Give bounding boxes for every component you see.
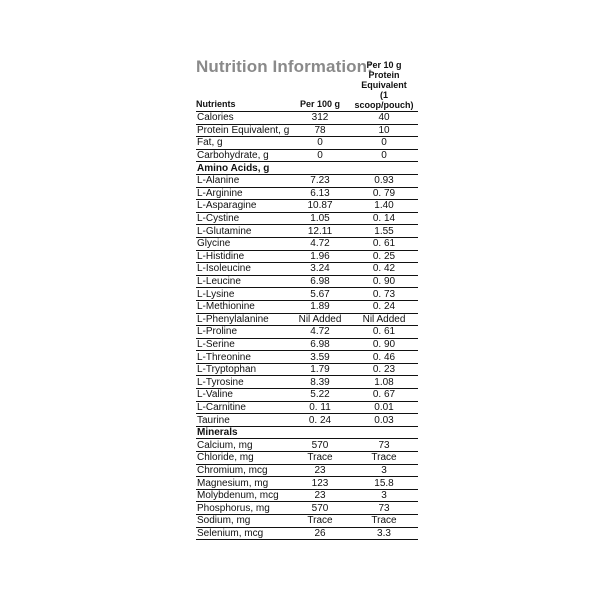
per-100g-cell: 0 [290,149,350,162]
per-10g-cell: 0. 46 [350,351,418,364]
per-100g-cell: 3.24 [290,263,350,276]
per-10g-cell: Nil Added [350,313,418,326]
nutrient-name-cell: Sodium, mg [196,515,290,528]
table-row [196,351,418,364]
per-10g-cell: 3.3 [350,527,418,540]
per-100g-cell: 3.59 [290,351,350,364]
per-100g-cell: 1.05 [290,212,350,225]
nutrient-name-cell: L-Histidine [196,250,290,263]
per-100g-cell: 570 [290,502,350,515]
nutrient-name-cell: Chloride, mg [196,452,290,465]
section-row [196,162,418,175]
table-row [196,237,418,250]
table-row [196,124,418,137]
per-100g-cell: Nil Added [290,313,350,326]
table-row [196,338,418,351]
nutrient-name-cell: Selenium, mcg [196,527,290,540]
per-10g-cell: 3 [350,489,418,502]
per-100g-cell: 1.89 [290,300,350,313]
per-100g-cell: 312 [290,112,350,124]
per-100g-cell: 1.96 [290,250,350,263]
nutrient-name-cell: L-Serine [196,338,290,351]
section-row [196,426,418,439]
per-10g-cell: 0. 79 [350,187,418,200]
nutrient-name-cell: Molybdenum, mcg [196,489,290,502]
nutrient-name-cell: Calories [196,112,290,124]
nutrient-name-cell: Protein Equivalent, g [197,124,290,136]
table-row [196,275,418,288]
per-100g-cell: 23 [290,489,350,502]
table-row [196,464,418,477]
nutrition-table-body [196,112,418,540]
per-100g-cell: 570 [290,439,350,452]
per-10g-cell: 10 [350,124,418,137]
per-10g-cell [350,162,418,175]
page-title: Nutrition Information: [196,57,373,76]
table-row [196,527,418,540]
per-100g-cell: 6.98 [290,275,350,288]
table-row [196,212,418,225]
nutrient-name-cell: Carbohydrate, g [196,149,290,162]
nutrient-name-cell: L-Tyrosine [196,376,290,389]
per-10g-cell: 0. 23 [350,363,418,376]
nutrient-name-cell: L-Glutamine [196,225,290,238]
per-10g-cell: 0. 90 [350,338,418,351]
header-per-10g-line2: Equivalent [361,80,407,90]
per-10g-cell: 0.93 [350,174,418,187]
per-10g-cell: 0. 14 [350,212,418,225]
table-row [196,326,418,339]
per-10g-cell: 15.8 [350,477,418,490]
header-per-10g [350,60,418,111]
nutrient-name-cell: Chromium, mcg [196,464,290,477]
per-100g-cell: 5.22 [290,389,350,402]
header-per-10g-line3: (1 scoop/pouch) [354,90,414,110]
nutrient-name-cell: L-Arginine [196,187,290,200]
nutrient-name-cell: Taurine [196,414,290,427]
table-row [196,225,418,238]
per-100g-cell: 23 [290,464,350,477]
per-10g-cell: 1.55 [350,225,418,238]
per-10g-cell: 0 [350,137,418,150]
per-100g-cell: 0 [290,137,350,150]
per-100g-cell: 12.11 [290,225,350,238]
table-row [196,477,418,490]
per-10g-cell: 0 [350,149,418,162]
per-10g-cell: 73 [350,439,418,452]
per-10g-cell: Trace [350,515,418,528]
per-100g-cell: 5.67 [290,288,350,301]
per-10g-cell [350,426,418,439]
nutrient-name-cell: L-Methionine [196,300,290,313]
per-100g-cell [290,162,350,175]
per-100g-cell: 6.98 [290,338,350,351]
per-10g-cell: 73 [350,502,418,515]
header-per-100g: Per 100 g [299,99,341,109]
per-10g-cell: 0. 90 [350,275,418,288]
nutrient-name-cell: L-Proline [196,326,290,339]
per-100g-cell: 78 [290,124,350,137]
table-row [196,515,418,528]
nutrient-name-cell: Minerals [196,426,290,439]
nutrient-name-cell: Glycine [196,237,290,250]
per-10g-cell: 0. 42 [350,263,418,276]
per-10g-cell: 0.03 [350,414,418,427]
per-10g-cell: 0.01 [350,401,418,414]
table-row [196,300,418,313]
table-row [196,502,418,515]
per-100g-cell: 6.13 [290,187,350,200]
table-row [196,401,418,414]
per-10g-cell: 40 [350,112,418,124]
table-row [196,263,418,276]
table-row [196,313,418,326]
nutrition-panel [196,57,418,540]
per-100g-cell: 0. 11 [290,401,350,414]
nutrient-name-cell: Fat, g [196,137,290,150]
nutrient-name-cell: L-Isoleucine [196,263,290,276]
per-10g-cell: 1.08 [350,376,418,389]
per-10g-cell: 0. 24 [350,300,418,313]
per-100g-cell: 4.72 [290,237,350,250]
table-row [196,439,418,452]
nutrient-name-cell: Phosphorus, mg [196,502,290,515]
per-100g-cell: 1.79 [290,363,350,376]
table-row [196,112,418,124]
table-row [196,174,418,187]
nutrient-name-cell: L-Threonine [196,351,290,364]
table-row [196,250,418,263]
per-10g-cell: 3 [350,464,418,477]
nutrient-name-cell: L-Lysine [196,288,290,301]
nutrient-name-cell: L-Leucine [196,275,290,288]
per-10g-cell: 1.40 [350,200,418,213]
per-100g-cell: 10.87 [290,200,350,213]
per-10g-cell: 0. 25 [350,250,418,263]
nutrient-name-cell: L-Tryptophan [196,363,290,376]
nutrient-name-cell: L-Phenylalanine [196,313,290,326]
per-100g-cell: 123 [290,477,350,490]
per-10g-cell: Trace [350,452,418,465]
table-row [196,200,418,213]
per-100g-cell: 26 [290,527,350,540]
per-100g-cell: 7.23 [290,174,350,187]
table-row [196,452,418,465]
per-100g-cell: Trace [290,515,350,528]
nutrition-table [196,112,418,540]
table-row [196,376,418,389]
nutrient-name-cell: L-Cystine [196,212,290,225]
header-nutrients: Nutrients [196,99,236,109]
per-100g-cell [290,426,350,439]
per-10g-cell: 0. 67 [350,389,418,402]
per-100g-cell: 8.39 [290,376,350,389]
per-10g-cell: 0. 61 [350,326,418,339]
header-per-10g-line1: Per 10 g Protein [366,60,402,80]
table-row [196,489,418,502]
table-row [196,137,418,150]
table-row [196,363,418,376]
per-100g-cell: 0. 24 [290,414,350,427]
table-row [196,149,418,162]
table-row [196,414,418,427]
nutrient-name-cell: L-Carnitine [196,401,290,414]
nutrient-name-cell: Magnesium, mg [196,477,290,490]
nutrient-name-cell: L-Asparagine [196,200,290,213]
table-row [196,389,418,402]
per-10g-cell: 0. 73 [350,288,418,301]
per-100g-cell: Trace [290,452,350,465]
nutrient-name-cell: L-Alanine [196,174,290,187]
table-row [196,288,418,301]
nutrient-name-cell: Amino Acids, g [196,162,290,175]
per-10g-cell: 0. 61 [350,237,418,250]
nutrient-name-cell: Calcium, mg [196,439,290,452]
table-row [196,187,418,200]
nutrient-name-cell: L-Valine [196,389,290,402]
per-100g-cell: 4.72 [290,326,350,339]
